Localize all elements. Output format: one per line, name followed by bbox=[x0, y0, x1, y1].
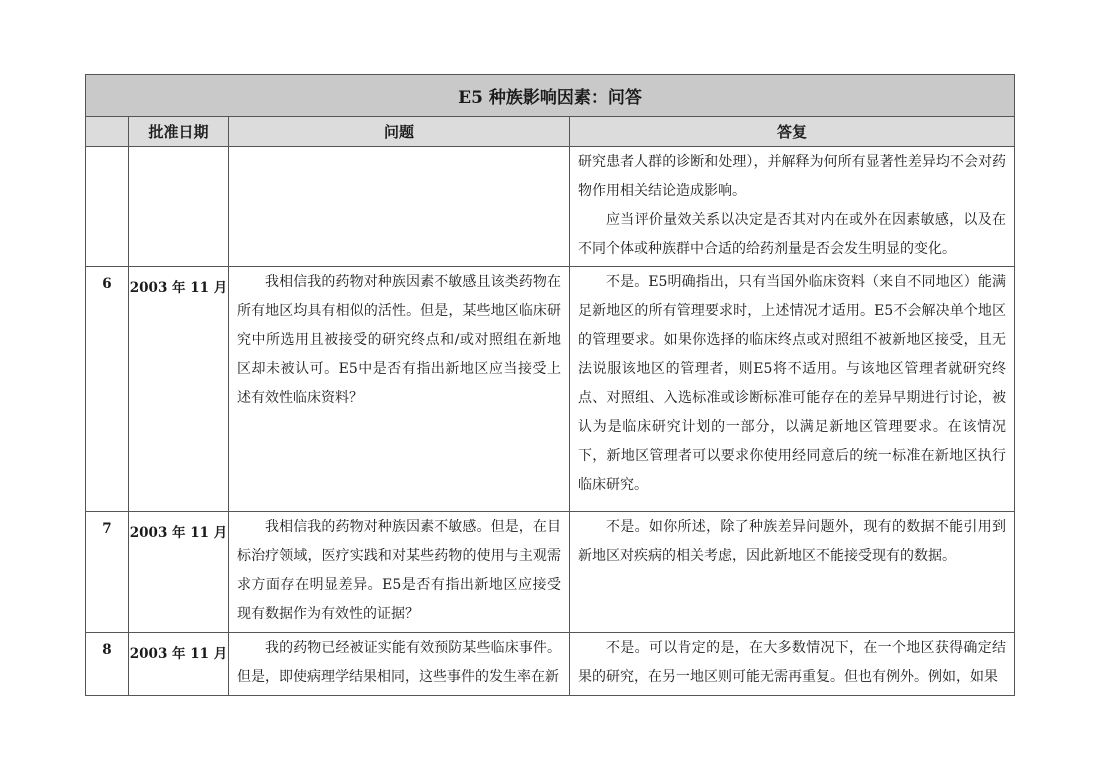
answer-paragraph: 应当评价量效关系以决定是否其对内在或外在因素敏感，以及在不同个体或种族群中合适的给药剂量是否会发生明显的变化。 bbox=[578, 212, 1007, 257]
row-answer bbox=[570, 512, 1015, 633]
answer-paragraph: 不是。可以肯定的是，在大多数情况下，在一个地区获得确定结果的研究，在另一地区则可能无需再重复。但也有例外。例如，如果 bbox=[578, 640, 1007, 685]
question-paragraph: 我相信我的药物对种族因素不敏感且该类药物在所有地区均具有相似的活性。但是，某些地区临床研究中所选用且被接受的研究终点和/或对照组在新地区却未被认可。E5中是否有指出新地区应当接受上述有效性临床资料？ bbox=[237, 274, 561, 406]
table-row bbox=[86, 512, 1015, 633]
header-answer: 答复 bbox=[570, 117, 1015, 147]
header-approval-date: 批准日期 bbox=[129, 117, 229, 147]
header-row bbox=[86, 117, 1015, 147]
row-date: 2003 年 11 月 bbox=[129, 633, 229, 696]
row-number bbox=[86, 147, 129, 267]
row-question bbox=[229, 267, 570, 512]
row-answer bbox=[570, 633, 1015, 696]
row-question bbox=[229, 147, 570, 267]
question-paragraph: 我相信我的药物对种族因素不敏感。但是，在目标治疗领域，医疗实践和对某些药物的使用与主观需求方面存在明显差异。E5是否有指出新地区应接受现有数据作为有效性的证据？ bbox=[237, 519, 561, 622]
title-row bbox=[86, 75, 1015, 117]
row-question bbox=[229, 512, 570, 633]
table-title: E5 种族影响因素：问答 bbox=[86, 75, 1015, 117]
answer-paragraph: 不是。如你所述，除了种族差异问题外，现有的数据不能引用到新地区对疾病的相关考虑，因此新地区不能接受现有的数据。 bbox=[578, 519, 1007, 564]
row-number: 8 bbox=[86, 633, 129, 696]
answer-paragraph: 研究患者人群的诊断和处理），并解释为何所有显著性差异均不会对药物作用相关结论造成影响。 bbox=[578, 154, 1007, 199]
row-date: 2003 年 11 月 bbox=[129, 267, 229, 512]
row-answer bbox=[570, 267, 1015, 512]
row-number: 7 bbox=[86, 512, 129, 633]
table-row bbox=[86, 633, 1015, 696]
qa-table bbox=[85, 74, 1015, 696]
header-number bbox=[86, 117, 129, 147]
row-answer bbox=[570, 147, 1015, 267]
table-row bbox=[86, 267, 1015, 512]
row-number: 6 bbox=[86, 267, 129, 512]
row-date bbox=[129, 147, 229, 267]
answer-paragraph: 不是。E5明确指出，只有当国外临床资料（来自不同地区）能满足新地区的所有管理要求时，上述情况才适用。E5不会解决单个地区的管理要求。如果你选择的临床终点或对照组不被新地区接受，且无法说服该地区的管理者，则E5将不适用。与该地区管理者就研究终点、对照组、入选标准或诊断标准可能存在的差异早期进行讨论，被认为是临床研究计划的一部分，以满足新地区管理要求。在该情况下，新地区管理者可以要求你使用经同意后的统一标准在新地区执行临床研究。 bbox=[578, 274, 1007, 493]
row-date: 2003 年 11 月 bbox=[129, 512, 229, 633]
question-paragraph: 我的药物已经被证实能有效预防某些临床事件。但是，即使病理学结果相同，这些事件的发生率在新 bbox=[237, 640, 561, 685]
table-row bbox=[86, 147, 1015, 267]
header-question: 问题 bbox=[229, 117, 570, 147]
row-question bbox=[229, 633, 570, 696]
